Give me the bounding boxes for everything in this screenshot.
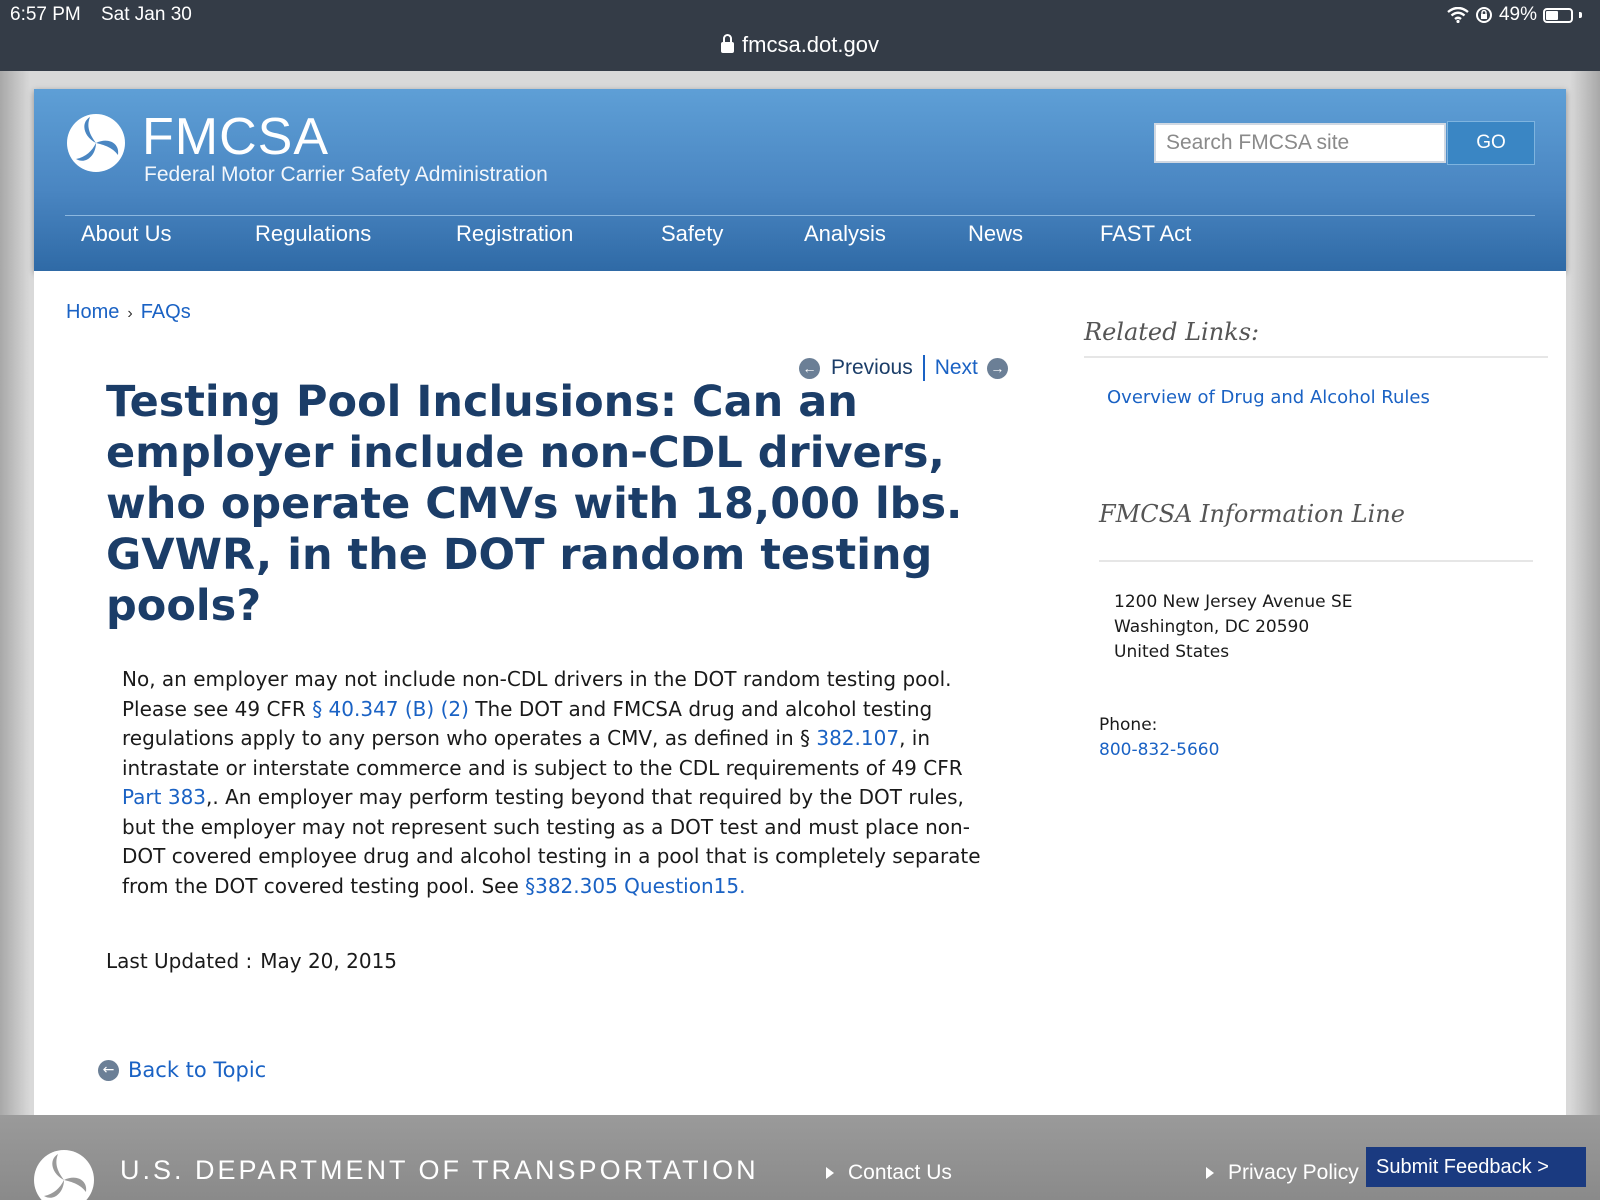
wifi-icon: [1447, 7, 1469, 23]
nav-news[interactable]: News: [968, 221, 1024, 246]
search-go-button[interactable]: GO: [1447, 121, 1535, 165]
body-text-4: ,. An employer may perform testing beyond that required by the DOT rules, but the employer may not represent such testing as a DOT test and must place non-DOT covered employee drug and alcohol testing in a pool that is completely separate from the DOT covered testing pool. See: [122, 785, 981, 898]
nav-fast-act[interactable]: FAST Act: [1100, 221, 1192, 246]
address-line: Washington, DC 20590: [1114, 617, 1310, 637]
footer-contact-link[interactable]: [826, 1161, 952, 1185]
battery-tip: [1579, 12, 1582, 18]
battery-percent: 49%: [1498, 4, 1537, 25]
status-time: 6:57 PM: [10, 4, 81, 25]
page-title: Testing Pool Inclusions: Can an employer include non-CDL drivers, who operate CMVs with 18,000 lbs. GVWR, in the DOT random testing pools?: [106, 377, 963, 631]
logo-title[interactable]: FMCSA: [142, 108, 329, 166]
back-to-topic[interactable]: [98, 1058, 266, 1082]
phone-label: Phone:: [1099, 715, 1158, 735]
info-line-heading: FMCSA Information Line: [1099, 500, 1405, 528]
cfr-382-107-link[interactable]: 382.107: [816, 726, 900, 750]
address-line: United States: [1114, 642, 1230, 662]
footer-contact-label: Contact Us: [848, 1161, 952, 1184]
lock-icon: [721, 42, 734, 53]
article-body: [122, 665, 1002, 901]
body-text-3: , in intrastate or interstate commerce and is subject to the CDL requirements of 49 CFR: [122, 726, 963, 780]
url-text: fmcsa.dot.gov: [742, 32, 879, 57]
last-updated-value: May 20, 2015: [260, 949, 398, 973]
site-header: [34, 89, 1566, 271]
arrow-left-icon: ←: [98, 1060, 119, 1081]
search-input[interactable]: [1154, 123, 1446, 163]
related-link-drug-alcohol[interactable]: Overview of Drug and Alcohol Rules: [1107, 387, 1430, 408]
triangle-right-icon: [826, 1167, 834, 1179]
next-link[interactable]: Next: [934, 356, 978, 379]
address-bar[interactable]: [0, 32, 1600, 58]
back-to-topic-label[interactable]: Back to Topic: [128, 1058, 267, 1082]
phone-link[interactable]: 800-832-5660: [1099, 740, 1220, 760]
orientation-lock-icon: [1475, 6, 1493, 24]
breadcrumb: [66, 301, 191, 324]
address-line: 1200 New Jersey Avenue SE: [1114, 592, 1353, 612]
dot-logo-icon[interactable]: [66, 113, 126, 173]
footer-privacy-label: Privacy Policy: [1228, 1161, 1359, 1184]
part-383-link[interactable]: Part 383: [122, 785, 207, 809]
sidebar-divider: [1099, 560, 1533, 562]
sidebar-divider: [1084, 356, 1548, 358]
submit-feedback-button[interactable]: Submit Feedback >: [1366, 1147, 1586, 1187]
previous-link[interactable]: Previous: [831, 356, 913, 379]
related-links-heading: Related Links:: [1084, 318, 1260, 346]
logo-subtitle: Federal Motor Carrier Safety Administration: [144, 163, 548, 186]
browser-top-bar: [0, 0, 1600, 71]
breadcrumb-separator: ›: [127, 305, 133, 322]
breadcrumb-home[interactable]: Home: [66, 301, 120, 323]
arrow-right-icon[interactable]: →: [987, 358, 1008, 379]
site-footer: [0, 1115, 1600, 1200]
footer-privacy-link[interactable]: [1206, 1161, 1359, 1185]
last-updated-label: Last Updated :: [106, 949, 253, 973]
status-date: Sat Jan 30: [101, 4, 192, 25]
dot-footer-logo-icon: [33, 1149, 95, 1200]
status-indicators: [1447, 4, 1582, 26]
cfr-382-305-link[interactable]: §382.305 Question15.: [525, 873, 746, 898]
cfr-40-347-link[interactable]: § 40.347 (B) (2): [312, 696, 469, 721]
body-text-1: No, an employer may not include non-CDL drivers in the DOT random testing pool. Please see 49 CFR: [122, 667, 952, 721]
nav-divider: [65, 215, 1535, 216]
nav-regulations[interactable]: Regulations: [255, 221, 372, 246]
last-updated: [106, 949, 397, 973]
nav-safety[interactable]: Safety: [661, 221, 724, 246]
body-text-2: The DOT and FMCSA drug and alcohol testing regulations apply to any person who operates a CMV, as defined in §: [122, 696, 933, 750]
arrow-left-icon[interactable]: ←: [799, 358, 820, 379]
address-block: [1114, 590, 1353, 665]
nav-registration[interactable]: Registration: [456, 221, 574, 246]
main-content: [34, 271, 1566, 1115]
breadcrumb-faqs[interactable]: FAQs: [140, 301, 191, 323]
nav-analysis[interactable]: Analysis: [804, 221, 886, 246]
battery-icon: [1543, 8, 1573, 23]
triangle-right-icon: [1206, 1167, 1214, 1179]
nav-about-us[interactable]: About Us: [81, 221, 172, 246]
footer-department: U.S. DEPARTMENT OF TRANSPORTATION: [120, 1155, 759, 1185]
